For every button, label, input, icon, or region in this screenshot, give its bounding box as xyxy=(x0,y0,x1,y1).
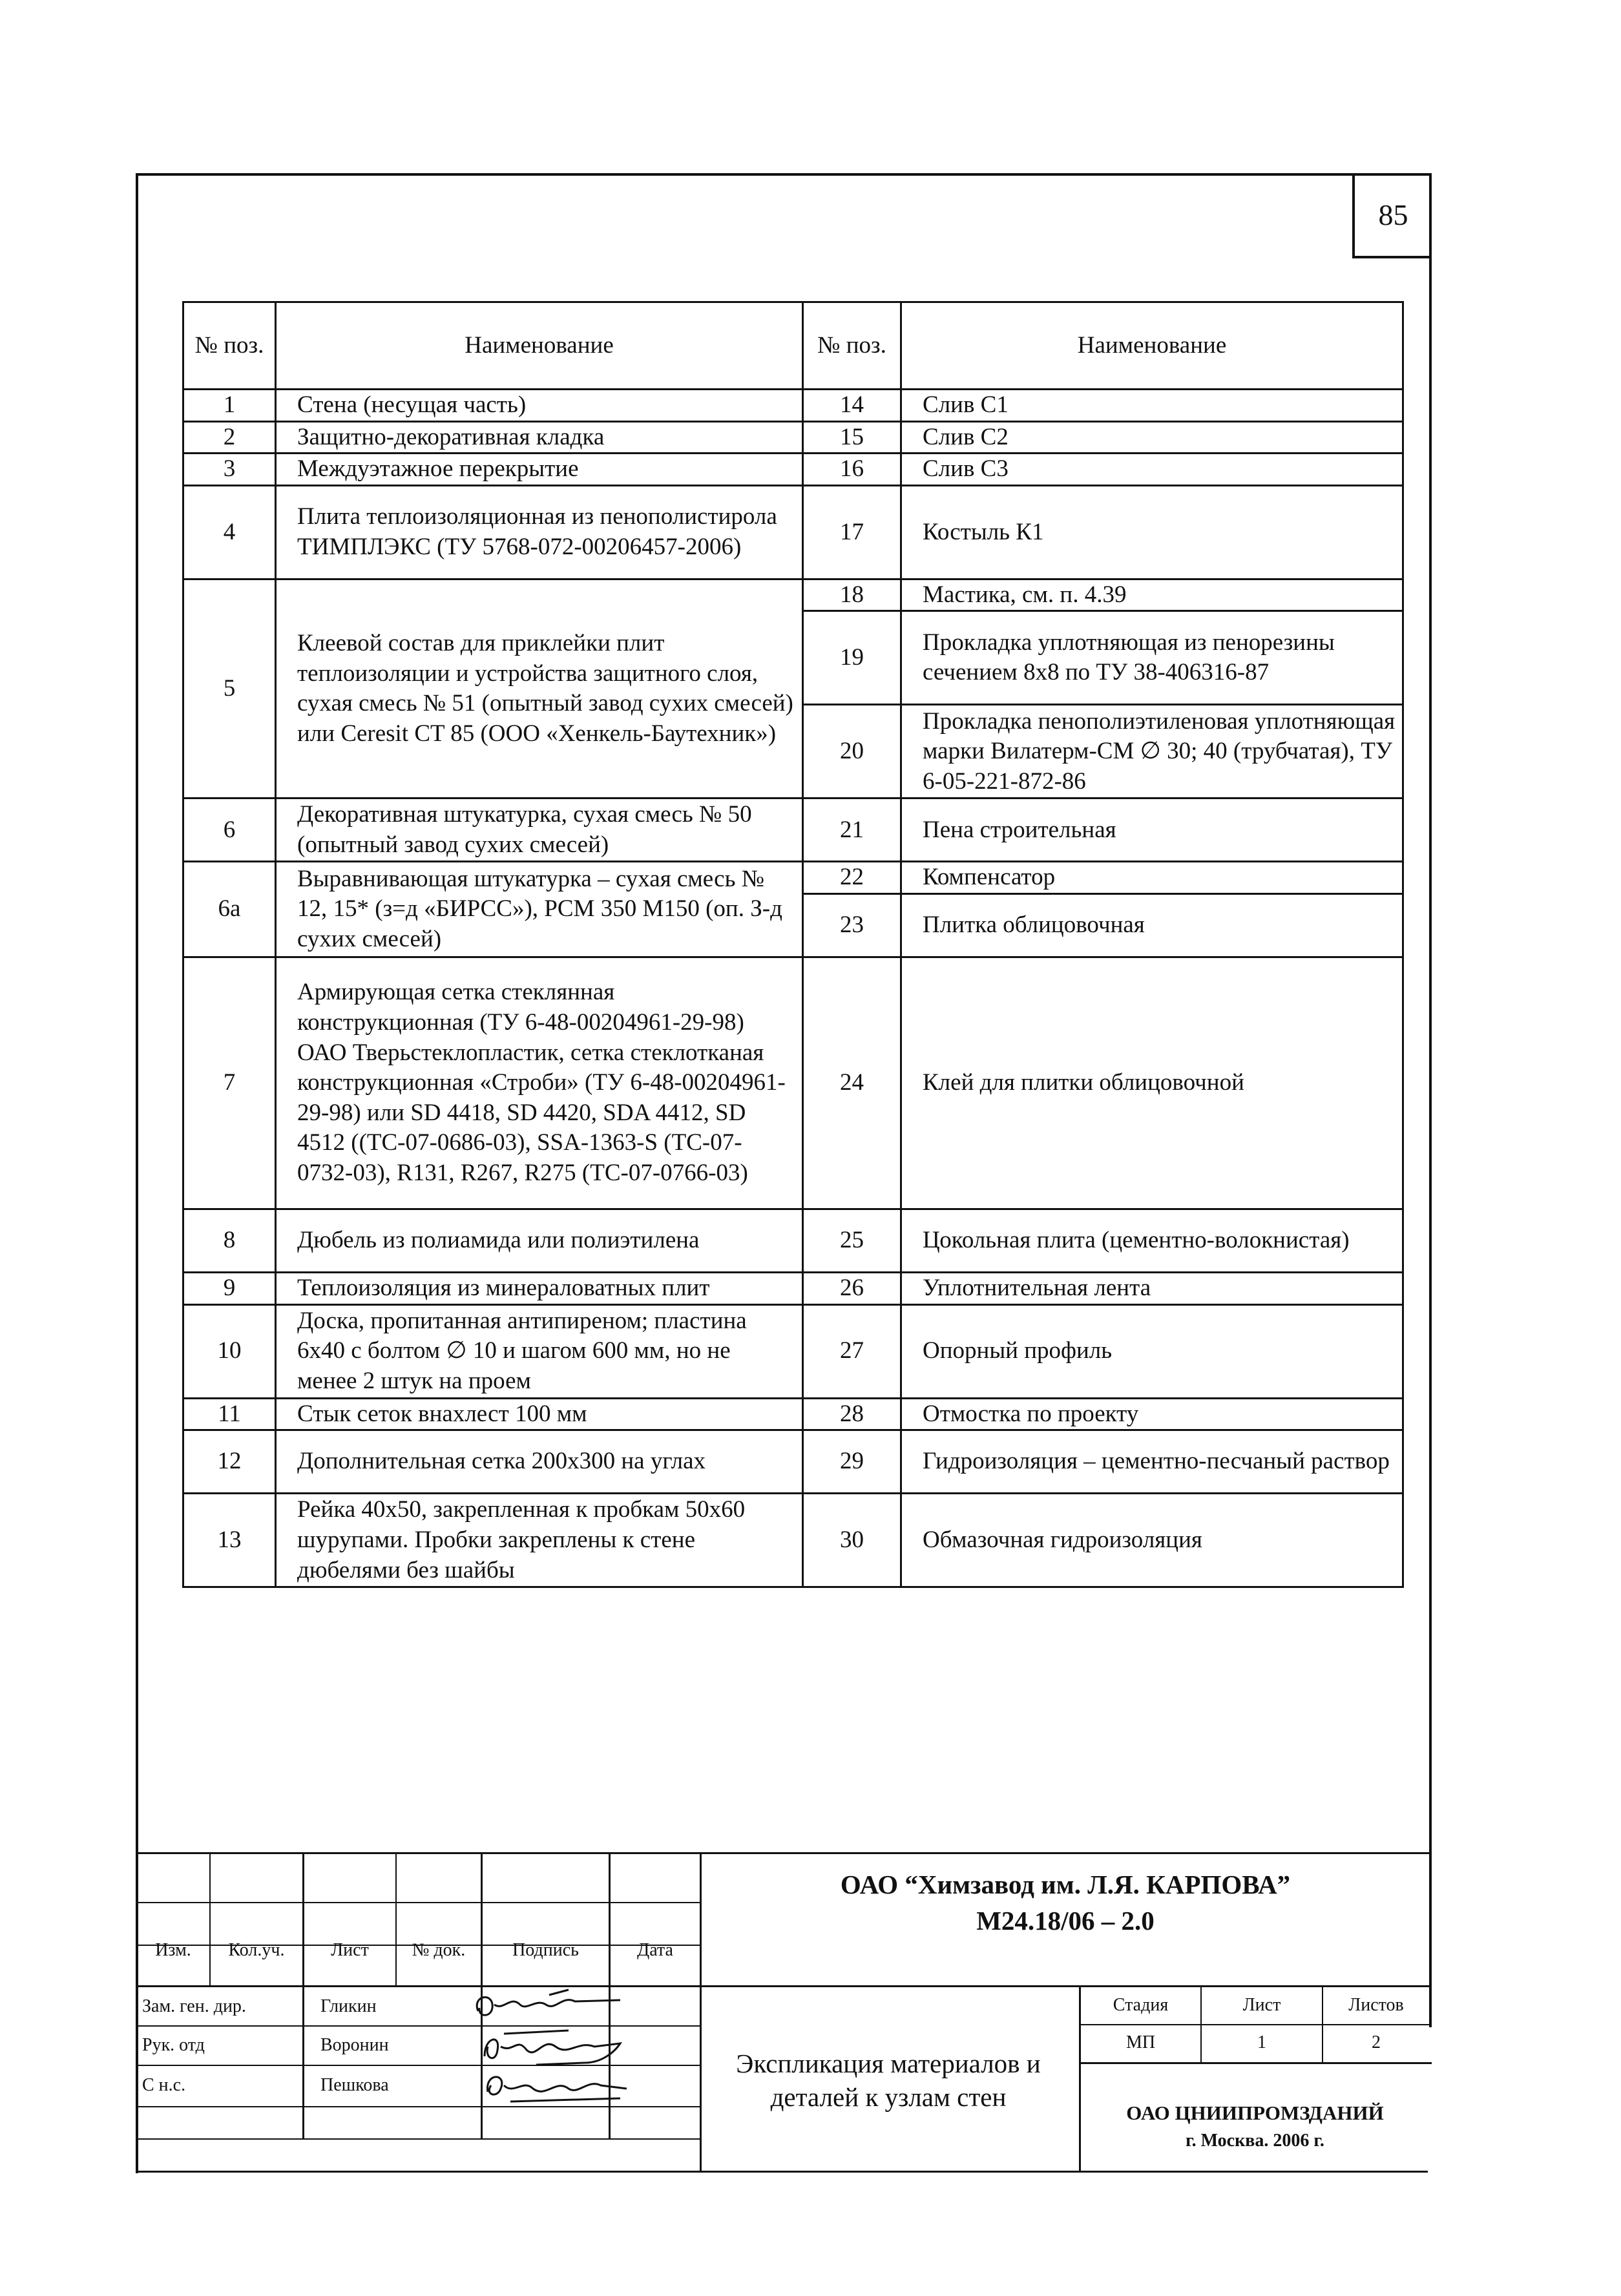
titleblock-grid-line xyxy=(136,2138,702,2140)
material-name: Защитно-декоративная кладка xyxy=(276,421,803,454)
material-name: Плитка облицовочная xyxy=(901,894,1403,957)
institute-name: ОАО ЦНИИПРОМЗДАНИЙ xyxy=(1126,2102,1384,2124)
table-row xyxy=(183,957,1403,1209)
frame-border-right xyxy=(1429,173,1432,2027)
position-number: 28 xyxy=(803,1398,901,1430)
position-number: 26 xyxy=(803,1273,901,1305)
position-number: 12 xyxy=(183,1430,276,1494)
position-number: 15 xyxy=(803,421,901,454)
material-name: Междуэтажное перекрытие xyxy=(276,454,803,486)
position-number: 21 xyxy=(803,798,901,862)
material-name: Пена строительная xyxy=(901,798,1403,862)
titleblock-grid-line xyxy=(1079,2062,1432,2064)
position-number: 17 xyxy=(803,485,901,579)
position-number: 13 xyxy=(183,1494,276,1587)
col-sign: Подпись xyxy=(512,1940,579,1960)
material-name: Прокладка пенополиэтиленовая уплотняющая марки Вилатерм-СМ ∅ 30; 40 (трубчатая), ТУ 6-05-221-872-86 xyxy=(901,705,1403,798)
material-name: Клей для плитки облицовочной xyxy=(901,957,1403,1209)
position-number: 5 xyxy=(183,579,276,798)
position-number: 27 xyxy=(803,1304,901,1398)
material-name: Прокладка уплотняющая из пенорезины сечением 8х8 по ТУ 38-406316-87 xyxy=(901,611,1403,705)
material-name: Уплотнительная лента xyxy=(901,1273,1403,1305)
stage-value: МП xyxy=(1125,2032,1156,2052)
table-row xyxy=(183,454,1403,486)
col-doc: № док. xyxy=(412,1940,466,1960)
table-row xyxy=(183,1209,1403,1273)
material-name: Слив С2 xyxy=(901,421,1403,454)
material-name: Обмазочная гидроизоляция xyxy=(901,1494,1403,1587)
table-header-row xyxy=(183,302,1403,390)
material-name: Стык сеток внахлест 100 мм xyxy=(276,1398,803,1430)
position-number: 11 xyxy=(183,1398,276,1430)
material-name: Слив С1 xyxy=(901,390,1403,422)
table-row xyxy=(183,390,1403,422)
titleblock-grid-line xyxy=(395,1852,397,1985)
material-name: Цокольная плита (цементно-волокнистая) xyxy=(901,1209,1403,1273)
position-number: 9 xyxy=(183,1273,276,1305)
sheet-value: 1 xyxy=(1257,2032,1266,2052)
table-row xyxy=(183,579,1403,611)
material-name: Мастика, см. п. 4.39 xyxy=(901,579,1403,611)
position-number: 30 xyxy=(803,1494,901,1587)
material-name: Теплоизоляция из минераловатных плит xyxy=(276,1273,803,1305)
sheets-header: Листов xyxy=(1348,1995,1404,2015)
position-number: 20 xyxy=(803,705,901,798)
document-code: М24.18/06 – 2.0 xyxy=(976,1906,1155,1936)
material-name: Отмостка по проекту xyxy=(901,1398,1403,1430)
position-number: 8 xyxy=(183,1209,276,1273)
position-number: 1 xyxy=(183,390,276,422)
position-number: 4 xyxy=(183,485,276,579)
titleblock-grid-line xyxy=(209,1852,211,1985)
col-date: Дата xyxy=(637,1940,673,1960)
frame-border-top xyxy=(136,173,1432,176)
position-number: 3 xyxy=(183,454,276,486)
frame-border-bottom xyxy=(136,2171,1428,2173)
header-name-right: Наименование xyxy=(901,302,1403,390)
staff-role: С н.с. xyxy=(142,2075,186,2095)
material-name: Армирующая сетка стеклянная конструкционная (ТУ 6-48-00204961-29-98) ОАО Тверьстеклопластик, сетка стеклотканая конструкционная «Строби» (ТУ 6-48-00204961-29-98) или SD 4418, SD 4420, SDA 4412, SD 4512 ((ТС-07-0686-03), SSA-1363-S (ТС-07-0732-03), R131, R267, R275 (ТС-07-0766-03) xyxy=(276,957,803,1209)
materials-table xyxy=(182,301,1404,1588)
material-name: Костыль К1 xyxy=(901,485,1403,579)
material-name: Рейка 40х50, закрепленная к пробкам 50х60 шурупами. Пробки закреплены к стене дюбелями без шайбы xyxy=(276,1494,803,1587)
material-name: Слив С3 xyxy=(901,454,1403,486)
table-row xyxy=(183,485,1403,579)
header-name-left: Наименование xyxy=(276,302,803,390)
staff-name: Воронин xyxy=(320,2035,389,2055)
material-name: Выравнивающая штукатурка – сухая смесь № 12, 15* (з=д «БИРСС»), PCM 350 M150 (оп. З-д сухих смесей) xyxy=(276,862,803,957)
material-name: Дополнительная сетка 200х300 на углах xyxy=(276,1430,803,1494)
header-num-right: № поз. xyxy=(803,302,901,390)
material-name: Опорный профиль xyxy=(901,1304,1403,1398)
position-number: 6а xyxy=(183,862,276,957)
position-number: 10 xyxy=(183,1304,276,1398)
page-number-box xyxy=(1352,173,1432,258)
city-year: г. Москва. 2006 г. xyxy=(1186,2131,1324,2151)
table-row xyxy=(183,862,1403,894)
header-num-left: № поз. xyxy=(183,302,276,390)
titleblock-top-line xyxy=(136,1852,1432,1854)
material-name: Компенсатор xyxy=(901,862,1403,894)
position-number: 23 xyxy=(803,894,901,957)
titleblock-grid-line xyxy=(136,1902,702,1903)
document-title: Экспликация материалов и деталей к узлам стен xyxy=(736,2049,1041,2113)
position-number: 25 xyxy=(803,1209,901,1273)
page-number: 85 xyxy=(1378,198,1408,231)
table-row xyxy=(183,1494,1403,1587)
titleblock-grid-line xyxy=(1079,2024,1432,2025)
table-row xyxy=(183,1273,1403,1305)
stage-header: Стадия xyxy=(1113,1995,1169,2015)
material-name: Стена (несущая часть) xyxy=(276,390,803,422)
table-row xyxy=(183,1398,1403,1430)
position-number: 6 xyxy=(183,798,276,862)
position-number: 2 xyxy=(183,421,276,454)
staff-role: Рук. отд xyxy=(142,2035,205,2055)
position-number: 19 xyxy=(803,611,901,705)
table-row xyxy=(183,421,1403,454)
materials-table-body xyxy=(183,390,1403,1587)
col-izm: Изм. xyxy=(155,1940,191,1960)
table-row xyxy=(183,1430,1403,1494)
staff-name: Пешкова xyxy=(320,2075,389,2095)
col-kol: Кол.уч. xyxy=(228,1940,285,1960)
titleblock-grid-line xyxy=(302,1852,304,2138)
organization-name: ОАО “Химзавод им. Л.Я. КАРПОВА” xyxy=(840,1870,1291,1899)
material-name: Гидроизоляция – цементно-песчаный раствор xyxy=(901,1430,1403,1494)
handwritten-signatures xyxy=(465,1982,633,2111)
material-name: Доска, пропитанная антипиреном; пластина 6х40 с болтом ∅ 10 и шагом 600 мм, но не менее 2 штук на проем xyxy=(276,1304,803,1398)
staff-name: Гликин xyxy=(320,1996,377,2016)
position-number: 16 xyxy=(803,454,901,486)
position-number: 18 xyxy=(803,579,901,611)
titleblock-grid-line xyxy=(136,1985,1432,1987)
table-row xyxy=(183,1304,1403,1398)
material-name: Плита теплоизоляционная из пенополистирола ТИМПЛЭКС (ТУ 5768-072-00206457-2006) xyxy=(276,485,803,579)
position-number: 29 xyxy=(803,1430,901,1494)
position-number: 7 xyxy=(183,957,276,1209)
sheets-value: 2 xyxy=(1372,2032,1381,2052)
position-number: 22 xyxy=(803,862,901,894)
sheet-header: Лист xyxy=(1242,1995,1281,2015)
staff-role: Зам. ген. дир. xyxy=(142,1996,246,2016)
col-list: Лист xyxy=(331,1940,369,1960)
material-name: Дюбель из полиамида или полиэтилена xyxy=(276,1209,803,1273)
position-number: 14 xyxy=(803,390,901,422)
material-name: Клеевой состав для приклейки плит теплоизоляции и устройства защитного слоя, сухая смесь № 51 (опытный завод сухих смесей) или Ceresit CT 85 (ООО «Хенкель-Баутехник») xyxy=(276,579,803,798)
position-number: 24 xyxy=(803,957,901,1209)
table-row xyxy=(183,798,1403,862)
material-name: Декоративная штукатурка, сухая смесь № 50 (опытный завод сухих смесей) xyxy=(276,798,803,862)
frame-border-left xyxy=(136,173,138,2173)
